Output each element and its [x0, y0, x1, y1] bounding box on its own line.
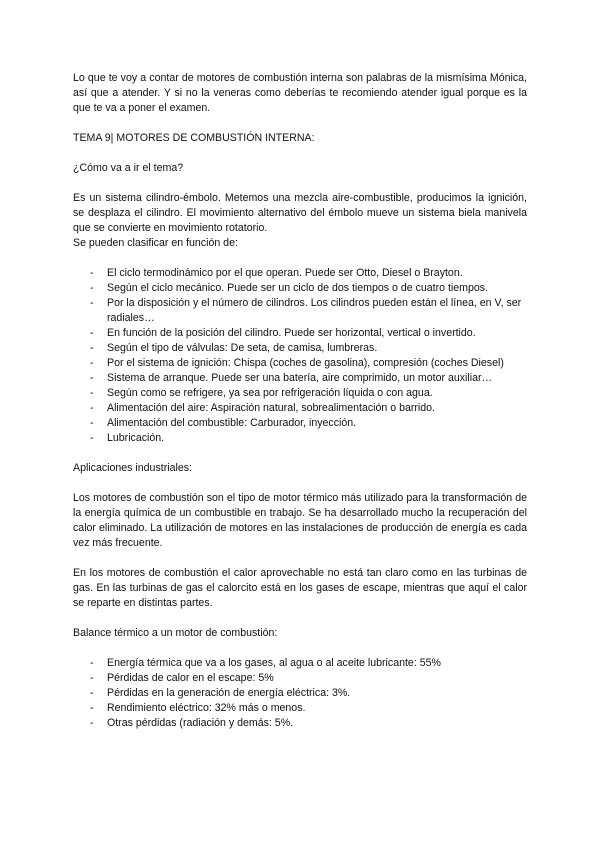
balance-heading: Balance térmico a un motor de combustión:: [73, 627, 278, 639]
list-item: [73, 371, 527, 386]
balance-list: [73, 656, 527, 731]
list-item-text: Pérdidas en la generación de energía eléctrica: 3%.: [107, 687, 351, 699]
gas-turbine-paragraph: En los motores de combustión el calor aprovechable no está tan claro como en las turbinas de gas. En las turbinas de gas el calorcito está en los gases de escape, mientras que aquí el calor se reparte en distintas partes.: [73, 567, 527, 609]
classification-list: [73, 266, 527, 446]
list-item: [73, 701, 527, 716]
list-item-text: Sistema de arranque. Puede ser una batería, aire comprimido, un motor auxiliar…: [107, 372, 493, 384]
list-item-text: Pérdidas de calor en el escape: 5%: [107, 672, 274, 684]
list-bullet: -: [90, 717, 94, 729]
applications-paragraph: Los motores de combustión son el tipo de motor térmico más utilizado para la transformación de la energía química de un combustible en trabajo. Se ha desarrollado mucho la recuperación del calor eliminado. La utilización de motores en las instalaciones de producción de energía es cada vez más frecuente.: [73, 492, 527, 549]
list-bullet: -: [90, 672, 94, 684]
list-item-text: Alimentación del combustible: Carburador, inyección.: [107, 417, 357, 429]
list-bullet: -: [90, 402, 94, 414]
list-item: [73, 431, 527, 446]
list-item-text: Según el ciclo mecánico. Puede ser un ciclo de dos tiempos o de cuatro tiempos.: [107, 282, 488, 294]
list-item-text: Según como se refrigere, ya sea por refrigeración líquida o con agua.: [107, 387, 433, 399]
list-item-text: Lubricación.: [107, 432, 165, 444]
list-item: [73, 401, 527, 416]
list-bullet: -: [90, 357, 94, 369]
intro-paragraph: Lo que te voy a contar de motores de combustión interna son palabras de la mismísima Mónica, así que a atender. Y si no la veneras como deberías te recomiendo atender igual porque es la que te va a poner el examen.: [73, 72, 527, 114]
list-item: [73, 656, 527, 671]
list-item: [73, 281, 527, 296]
list-item-text: Alimentación del aire: Aspiración natural, sobrealimentación o barrido.: [107, 402, 435, 414]
list-bullet: -: [90, 282, 94, 294]
list-item: [73, 686, 527, 701]
list-bullet: -: [90, 702, 94, 714]
list-item: [73, 296, 527, 326]
document-body: [73, 71, 527, 746]
list-bullet: -: [90, 417, 94, 429]
list-bullet: -: [90, 342, 94, 354]
list-item-text: El ciclo termodinámico por el que operan. Puede ser Otto, Diesel o Brayton.: [107, 267, 463, 279]
list-item: [73, 416, 527, 431]
list-item: [73, 356, 527, 371]
list-item-text: Por la disposición y el número de cilindros. Los cilindros pueden están el línea, en V, ser radiales…: [107, 297, 522, 324]
list-bullet: -: [90, 432, 94, 444]
topic-title: TEMA 9| MOTORES DE COMBUSTIÓN INTERNA:: [73, 132, 315, 144]
classification-intro: Se pueden clasificar en función de:: [73, 237, 238, 249]
list-bullet: -: [90, 297, 94, 309]
list-bullet: -: [90, 267, 94, 279]
list-item: [73, 266, 527, 281]
list-bullet: -: [90, 657, 94, 669]
list-item-text: Rendimiento eléctrico: 32% más o menos.: [107, 702, 306, 714]
list-item-text: Energía térmica que va a los gases, al agua o al aceite lubricante: 55%: [107, 657, 441, 669]
list-item: [73, 716, 527, 731]
list-item-text: En función de la posición del cilindro. Puede ser horizontal, vertical o invertido.: [107, 327, 476, 339]
topic-question: ¿Cómo va a ir el tema?: [73, 162, 184, 174]
list-item: [73, 386, 527, 401]
list-bullet: -: [90, 687, 94, 699]
list-bullet: -: [90, 372, 94, 384]
list-item: [73, 326, 527, 341]
list-item-text: Por el sistema de ignición: Chispa (coches de gasolina), compresión (coches Diesel): [107, 357, 504, 369]
list-item: [73, 341, 527, 356]
description-paragraph: Es un sistema cilindro-émbolo. Metemos una mezcla aire-combustible, producimos la ignición, se desplaza el cilindro. El movimiento alternativo del émbolo mueve un sistema biela manivela que se convierte en movimiento rotatorio.: [73, 192, 527, 234]
list-bullet: -: [90, 327, 94, 339]
list-item: [73, 671, 527, 686]
list-bullet: -: [90, 387, 94, 399]
list-item-text: Otras pérdidas (radiación y demás: 5%.: [107, 717, 294, 729]
list-item-text: Según el tipo de válvulas: De seta, de camisa, lumbreras.: [107, 342, 378, 354]
applications-heading: Aplicaciones industriales:: [73, 462, 192, 474]
